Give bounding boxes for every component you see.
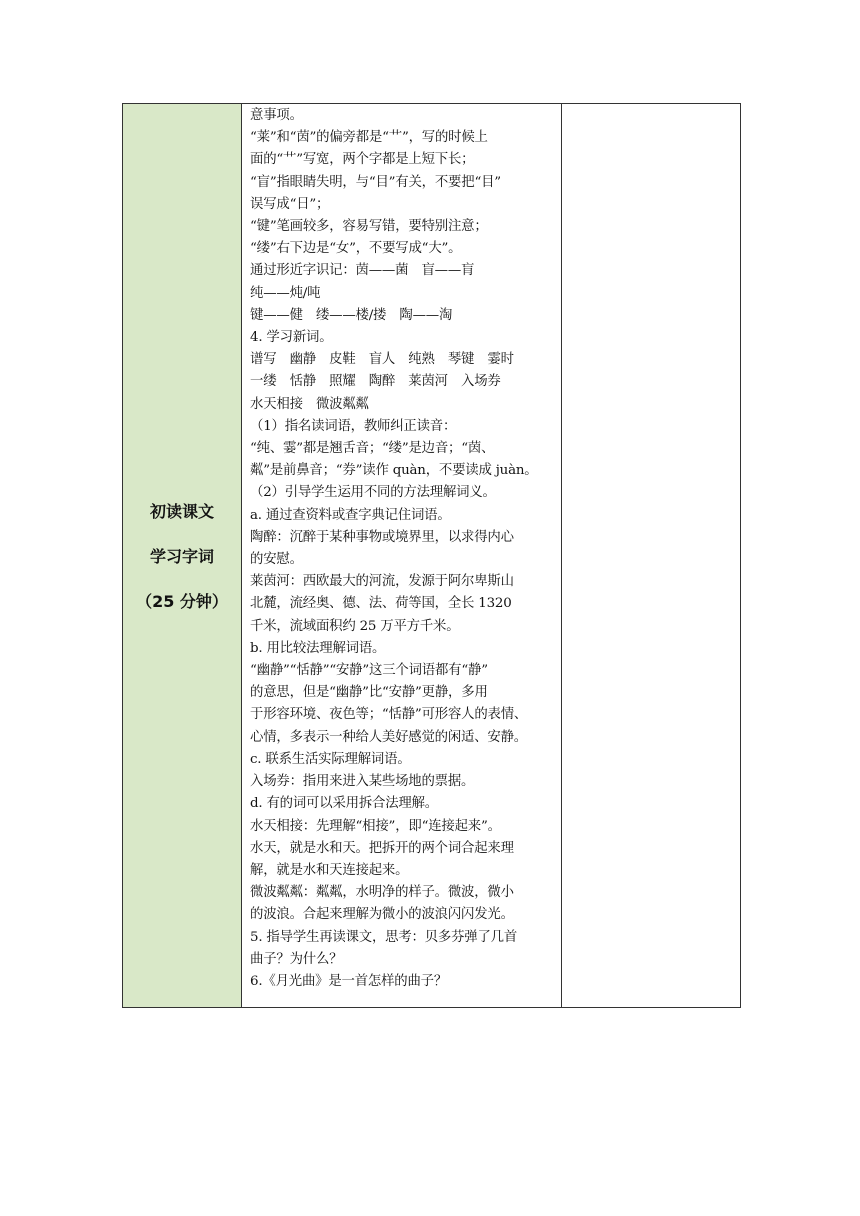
content-line: 解，就是水和天连接起来。 (250, 862, 409, 878)
table-row (123, 104, 741, 1008)
lesson-content (242, 104, 561, 993)
content-line: 5. 指导学生再读课文，思考：贝多芬弹了几首 (250, 929, 518, 945)
content-line: 意事项。 (250, 108, 303, 123)
content-line: 曲子？为什么？ (250, 951, 343, 967)
content-line: a. 通过查资料或查字典记住词语。 (250, 507, 451, 523)
section-label-cell (123, 104, 242, 1008)
content-line: “键”笔画较多，容易写错，要特别注意； (250, 219, 488, 235)
content-line: 于形容环境、夜色等；“恬静”可形容人的表情、 (250, 707, 528, 723)
content-line: 莱茵河：西欧最大的河流，发源于阿尔卑斯山 (250, 574, 514, 590)
content-line: 的安慰。 (250, 552, 303, 568)
content-line: 6.《月光曲》是一首怎样的曲子？ (250, 973, 448, 989)
content-line: 键——健 缕——楼/搂 陶——淘 (250, 307, 453, 323)
content-line: 水天，就是水和天。把拆开的两个词合起来理 (250, 840, 514, 856)
content-line: 谱写 幽静 皮鞋 盲人 纯熟 琴键 霎时 (250, 352, 514, 368)
content-line: 入场券：指用来进入某些场地的票据。 (250, 774, 475, 790)
section-title-line1: 初读课文 (149, 502, 214, 521)
content-line: b. 用比较法理解词语。 (250, 640, 386, 656)
content-line: （1）指名读词语，教师纠正读音： (250, 418, 457, 434)
notes-cell (562, 104, 741, 1008)
content-line: 千米，流域面积约 25 万平方千米。 (250, 618, 460, 634)
content-line: 面的“艹”写宽，两个字都是上短下长； (250, 152, 475, 168)
content-line: d. 有的词可以采用拆合法理解。 (250, 796, 438, 812)
content-line: 的波浪。合起来理解为微小的波浪闪闪发光。 (250, 907, 514, 923)
content-line: 纯——炖/吨 (250, 285, 321, 301)
lesson-content-cell (242, 104, 562, 1008)
content-line: （2）引导学生运用不同的方法理解词义。 (250, 485, 496, 501)
section-label (123, 104, 241, 1007)
content-line: “盲”指眼睛失明，与“目”有关，不要把“目” (250, 174, 501, 190)
section-title-line2: 学习字词 (149, 547, 214, 566)
content-line: 水天相接：先理解“相接”，即“连接起来”。 (250, 818, 501, 834)
content-line: 通过形近字识记：茵——菌 盲——肓 (250, 263, 475, 279)
content-line: “纯、霎”都是翘舌音；“缕”是边音；“茵、 (250, 441, 495, 457)
content-line: 微波粼粼：粼粼，水明净的样子。微波，微小 (250, 885, 514, 901)
content-line: 水天相接 微波粼粼 (250, 396, 369, 412)
section-duration: （25 分钟） (136, 592, 228, 611)
content-line: 陶醉：沉醉于某种事物或境界里，以求得内心 (250, 529, 514, 545)
content-line: “幽静”“恬静”“安静”这三个词语都有“静” (250, 663, 488, 679)
content-line: 一缕 恬静 照耀 陶醉 莱茵河 入场券 (250, 374, 501, 390)
content-line: 心情，多表示一种给人美好感觉的闲适、安静。 (250, 729, 528, 745)
lesson-plan-table (122, 103, 741, 1008)
content-line: 粼”是前鼻音；“券”读作 quàn，不要读成 juàn。 (250, 463, 538, 479)
content-line: “莱”和“茵”的偏旁都是“艹”，写的时候上 (250, 130, 488, 146)
content-line: 的意思，但是“幽静”比“安静”更静，多用 (250, 685, 488, 701)
content-line: 4. 学习新词。 (250, 330, 333, 346)
content-line: “缕”右下边是“女”，不要写成“大”。 (250, 241, 462, 257)
content-line: c. 联系生活实际理解词语。 (250, 751, 411, 767)
content-line: 北麓，流经奥、德、法、荷等国，全长 1320 (250, 596, 512, 612)
content-line: 误写成“日”； (250, 196, 330, 212)
